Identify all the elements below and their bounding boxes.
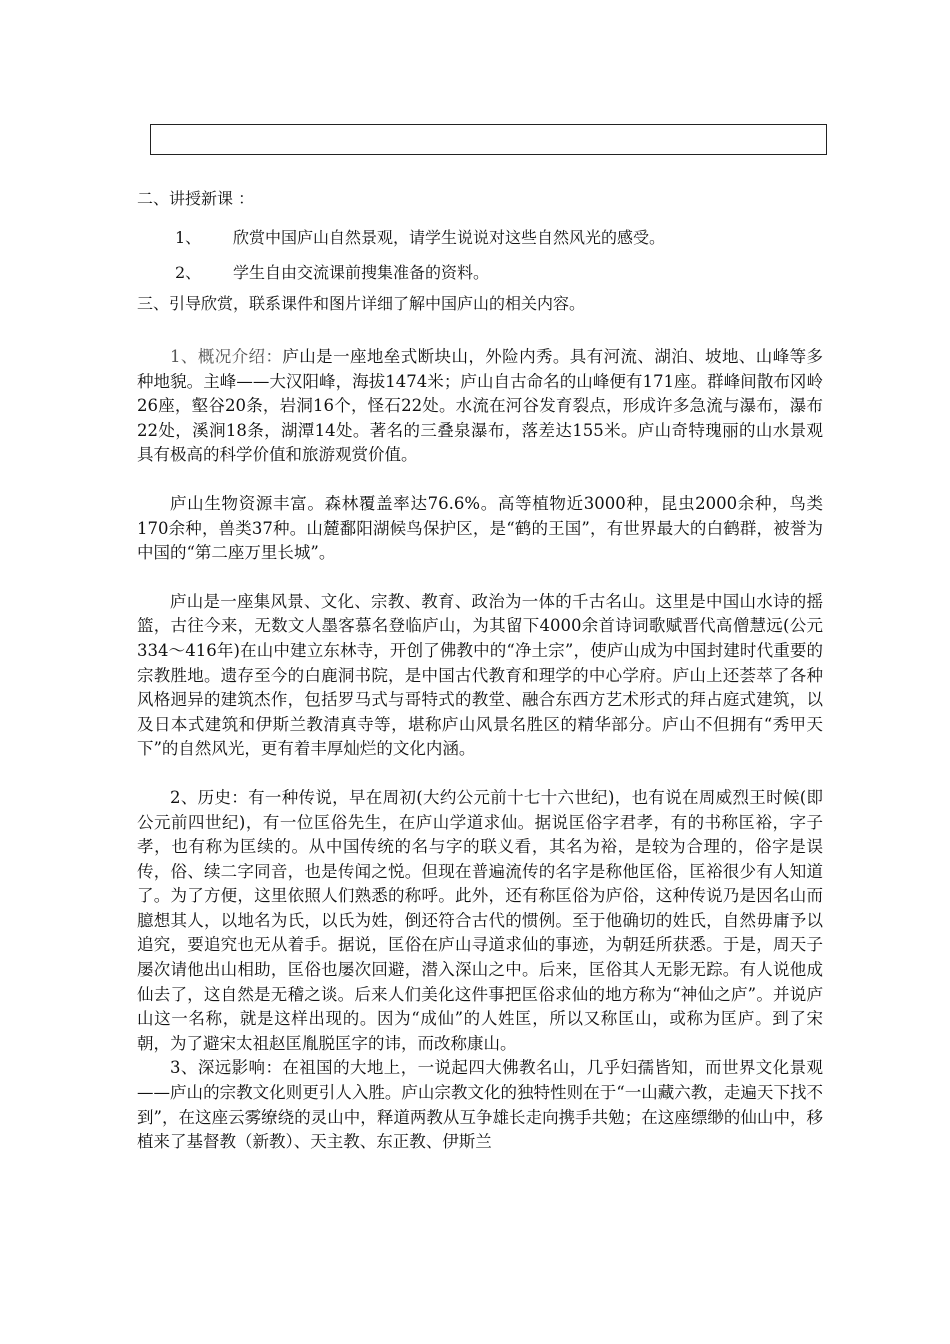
paragraph-influence: 3、深远影响：在祖国的大地上，一说起四大佛教名山，几乎妇孺皆知，而世界文化景观——庐山的宗教文化则更引人入胜。庐山宗教文化的独特性则在于“一山藏六教，走遍天下找不到”，在这座云雾缭绕的灵山中，释道两教从互争雄长走向携手共勉；在这座缥缈的仙山中，移植来了基督教（新教）、天主教、东正教、伊斯兰 bbox=[137, 1058, 823, 1152]
article-body bbox=[137, 345, 823, 1155]
overview-label: 1、概况介绍： bbox=[170, 347, 283, 366]
paragraph-overview bbox=[137, 345, 823, 468]
empty-table-box bbox=[150, 124, 827, 155]
section3-heading: 三、引导欣赏，联系课件和图片详细了解中国庐山的相关内容。 bbox=[137, 294, 586, 313]
list-item bbox=[175, 228, 665, 248]
paragraph-history: 2、历史：有一种传说，早在周初(大约公元前十七十六世纪)，也有说在周威烈王时候(即公元前四世纪)，有一位匡俗先生，在庐山学道求仙。据说匡俗字君孝，有的书称匡裕，字子孝，也有称为匡续的。从中国传统的名与字的联义看，其名为裕，是较为合理的，俗字是误传，俗、续二字同音，也是传闻之悦。但现在普遍流传的名字是称他匡俗，匡裕很少有人知道了。为了方便，这里依照人们熟悉的称呼。此外，还有称匡俗为庐俗，这种传说乃是因名山而臆想其人，以地名为氏，以氏为姓，倒还符合古代的惯例。至于他确切的姓氏，自然毋庸予以追究，要追究也无从着手。据说，匡俗在庐山寻道求仙的事迹，为朝廷所获悉。于是，周天子屡次请他出山相助，匡俗也屡次回避，潜入深山之中。后来，匡俗其人无影无踪。有人说他成仙去了，这自然是无稽之谈。后来人们美化这件事把匡俗求仙的地方称为“神仙之庐”。并说庐山这一名称，就是这样出现的。因为“成仙”的人姓匡，所以又称匡山，或称为匡庐。到了宋朝，为了避宋太祖赵匡胤脱匡字的讳，而改称康山。 bbox=[137, 787, 823, 1053]
overview-text: 庐山是一座地垒式断块山，外险内秀。具有河流、湖泊、坡地、山峰等多种地貌。主峰——大汉阳峰，海拔1474米；庐山自古命名的山峰便有171座。群峰间散布冈岭26座，壑谷20条，岩洞16个，怪石22处。水流在河谷发育裂点，形成许多急流与瀑布，瀑布22处，溪涧18条，湖潭14处。著名的三叠泉瀑布，落差达155米。庐山奇特瑰丽的山水景观具有极高的科学价值和旅游观赏价值。 bbox=[137, 347, 824, 465]
paragraph-biology: 庐山生物资源丰富。森林覆盖率达76.6%。高等植物近3000种，昆虫2000余种，鸟类170余种，兽类37种。山麓鄱阳湖候鸟保护区，是“鹤的王国”，有世界最大的白鹤群，被誉为中国的“第二座万里长城”。 bbox=[137, 493, 823, 563]
list-item-number: 2、 bbox=[175, 263, 202, 282]
list-item-text: 学生自由交流课前搜集准备的资料。 bbox=[233, 263, 490, 282]
list-item bbox=[175, 263, 489, 283]
paragraph-culture: 庐山是一座集风景、文化、宗教、教育、政治为一体的千古名山。这里是中国山水诗的摇篮，古往今来，无数文人墨客慕名登临庐山，为其留下4000余首诗词歌赋晋代高僧慧远(公元334～416年)在山中建立东林寺，开创了佛教中的“净土宗”，使庐山成为中国封建时代重要的宗教胜地。遗存至今的白鹿洞书院，是中国古代教育和理学的中心学府。庐山上还荟萃了各种风格迥异的建筑杰作，包括罗马式与哥特式的教堂、融合东西方艺术形式的拜占庭式建筑，以及日本式建筑和伊斯兰教清真寺等，堪称庐山风景名胜区的精华部分。庐山不但拥有“秀甲天下”的自然风光，更有着丰厚灿烂的文化内涵。 bbox=[137, 591, 823, 759]
section2-heading: 二、讲授新课 ： bbox=[137, 189, 255, 208]
list-item-number: 1、 bbox=[175, 228, 202, 247]
list-item-text: 欣赏中国庐山自然景观，请学生说说对这些自然风光的感受。 bbox=[233, 228, 666, 247]
